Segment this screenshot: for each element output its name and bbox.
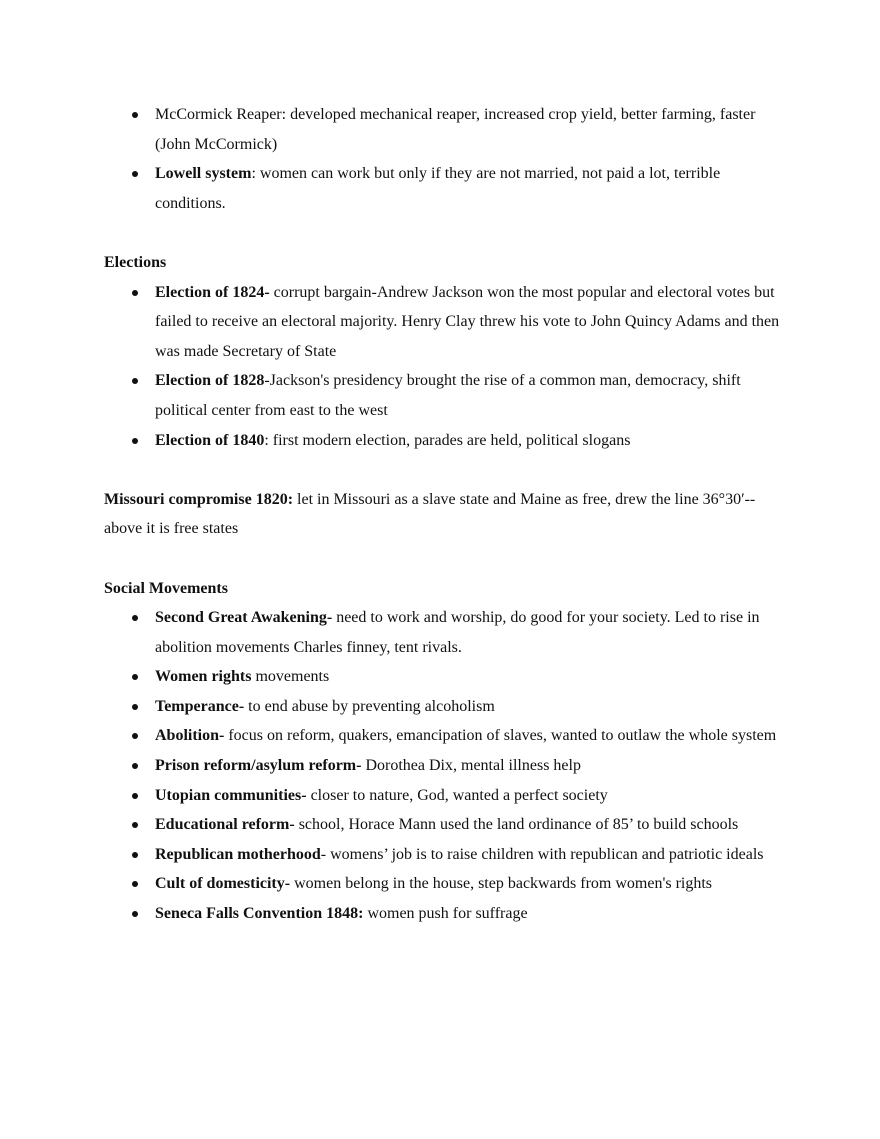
list-item: Abolition- focus on reform, quakers, emancipation of slaves, wanted to outlaw the whole system [155,721,780,751]
list-item: Election of 1828-Jackson's presidency brought the rise of a common man, democracy, shift political center from east to the west [155,366,780,425]
social-movements-list [104,603,780,929]
elections-list [104,278,780,456]
list-item: Educational reform- school, Horace Mann used the land ordinance of 85’ to build schools [155,810,780,840]
list-item: Women rights movements [155,662,780,692]
list-item: Second Great Awakening- need to work and worship, do good for your society. Led to rise in abolition movements Charles finney, tent rivals. [155,603,780,662]
intro-list [104,100,780,218]
list-item: McCormick Reaper: developed mechanical reaper, increased crop yield, better farming, faster (John McCormick) [155,100,780,159]
list-item: Temperance- to end abuse by preventing alcoholism [155,692,780,722]
list-item: Seneca Falls Convention 1848: women push for suffrage [155,899,780,929]
list-item: Republican motherhood- womens’ job is to raise children with republican and patriotic ideals [155,840,780,870]
document-page [104,100,780,929]
list-item: Utopian communities- closer to nature, God, wanted a perfect society [155,781,780,811]
list-item: Cult of domesticity- women belong in the house, step backwards from women's rights [155,869,780,899]
list-item: Election of 1840: first modern election, parades are held, political slogans [155,426,780,456]
section-heading-social-movements: Social Movements [104,579,228,597]
list-item: Prison reform/asylum reform- Dorothea Dix, mental illness help [155,751,780,781]
missouri-compromise-paragraph: Missouri compromise 1820: let in Missouri as a slave state and Maine as free, drew the line 36°30′-- above it is free states [104,490,756,538]
list-item: Election of 1824- corrupt bargain-Andrew Jackson won the most popular and electoral votes but failed to receive an electoral majority. Henry Clay threw his vote to John Quincy Adams and then was made Secretary of State [155,278,780,367]
section-heading-elections: Elections [104,253,167,271]
list-item: Lowell system: women can work but only if they are not married, not paid a lot, terrible conditions. [155,159,780,218]
